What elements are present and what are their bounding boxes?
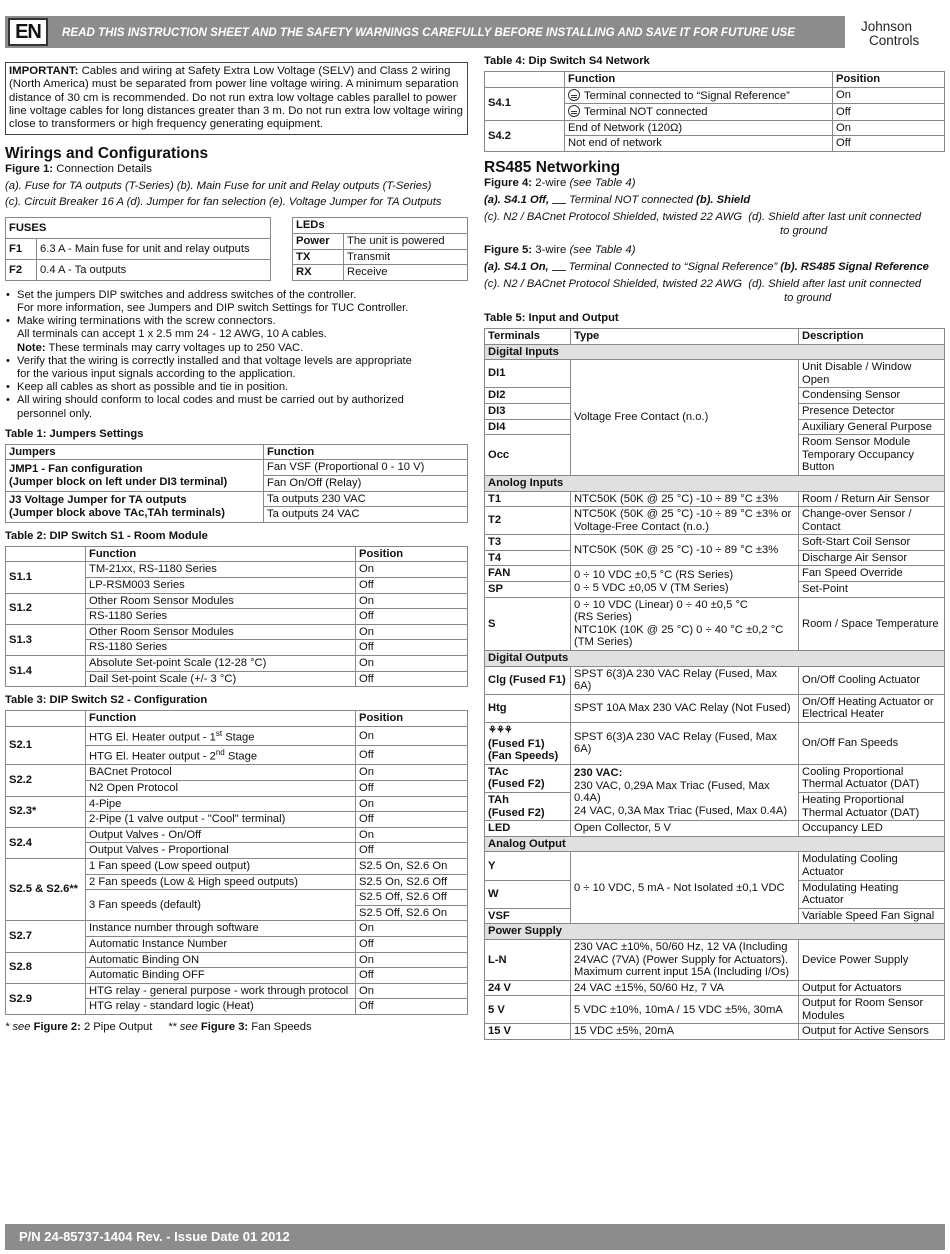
dip-s1-table: Function Position S1.1 TM-21xx, RS-1180 Series On LP-RSM003 Series Off S1.2 Other Room Sensor Modules On RS-1180 Series Off S1.3 Other Room Sensor Modules On RS-1180 Series Off S1.4 Absolute Set-point Scale (12-28 °C) On Dail Set-point Scale (+/- 3 °C) Off <box>5 546 468 687</box>
table-3-footnote: * see Figure 2: 2 Pipe Output ** see Figure 3: Fan Speeds <box>5 1020 312 1033</box>
company-logo: Johnson Controls <box>861 19 920 48</box>
ground-symbol-icon <box>552 194 566 204</box>
important-notice: IMPORTANT: Cables and wiring at Safety Extra Low Voltage (SELV) and Class 2 wiring (North America) must be separated from power line voltage wiring. A minimum separation distance of 30 cm is recommended. Do not run extra low voltage cables parallel to power line voltage cables for long distances greater than 3 m. Do not run extra low voltage wiring close to transformers or high frequency generating equipment. <box>5 62 468 135</box>
figure-1-title: Figure 1: Connection Details <box>5 163 152 176</box>
dip-s4-table: Function Position S4.1 Terminal connected to “Signal Reference” On Terminal NOT connected Off S4.2 End of Network (120Ω) On Not end of network Off <box>484 71 945 152</box>
figure-4-legend: (a). S4.1 Off, Terminal NOT connected (b). Shield (c). N2 / BACnet Protocol Shielded, twisted 22 AWG (d). Shield after last unit connected to ground <box>484 193 922 237</box>
figure-4-title: Figure 4: 2-wire (see Table 4) <box>484 176 636 189</box>
header-bar <box>5 16 845 48</box>
table-1-caption: Table 1: Jumpers Settings <box>5 427 144 440</box>
left-column <box>5 62 468 1034</box>
table-2-caption: Table 2: DIP Switch S1 - Room Module <box>5 529 208 542</box>
leds-table: LEDs Power The unit is powered TX Transmit RX Receive <box>292 217 468 280</box>
footer-part-number: P/N 24-85737-1404 Rev. - Issue Date 01 2012 <box>5 1224 945 1250</box>
language-badge: EN <box>8 18 48 46</box>
ground-icon <box>568 105 580 117</box>
right-column <box>484 55 945 1040</box>
figure-5-title: Figure 5: 3-wire (see Table 4) <box>484 243 636 256</box>
io-table: Terminals Type Description Digital Inputs DI1 Voltage Free Contact (n.o.) Unit Disable / Window Open DI2 Condensing Sensor DI3 Presence Detector DI4 Auxiliary General Purpose Occ Room Sensor Module Temporary Occupancy Button Anolog Inputs T1 NTC50K (50K @ 25 °C) -10 ÷ 89 °C ±3% Room / Return Air Sensor T2 NTC50K (50K @ 25 °C) -10 ÷ 89 °C ±3% or Voltage-Free Contact (n.o.) Change-over Sensor / Contact T3 NTC50K (50K @ 25 °C) -10 ÷ 89 °C ±3% Soft-Start Coil Sensor T4 Discharge Air Sensor FAN 0 ÷ 10 VDC ±0,5 °C (RS Series) 0 ÷ 5 VDC ±0,05 V (TM Series) Fan Speed Override SP Set-Point S 0 ÷ 10 VDC (Linear) 0 ÷ 40 ±0,5 °C (RS Series) NTC10K (10K @ 25 °C) 0 ÷ 40 °C ±0,2 °C (TM Series) Room / Space Temperature Digital Outputs Clg (Fused F1) SPST 6(3)A 230 VAC Relay (Fused, Max 6A) On/Off Cooling Actuator Htg SPST 10A Max 230 VAC Relay (Not Fused) On/Off Heating Actuator or Electrical Heater ⚘⚘⚘ (Fused F1) (Fan Speeds) SPST 6(3)A 230 VAC Relay (Fused, Max 6A) On/Off Fan Speeds TAc (Fused F2) 230 VAC: 230 VAC, 0,29A Max Triac (Fused, Max 0.4A) 24 VAC, 0,3A Max Triac (Fused, Max 0.4A) Cooling Proportional Thermal Actuator (DAT) TAh (Fused F2) Heating Proportional Thermal Actuator (DAT) LED Open Collector, 5 V Occupancy LED Analog Output Y 0 ÷ 10 VDC, 5 mA - Not Isolated ±0,1 VDC Modulating Cooling Actuator W Modulating Heating Actuator VSF Variable Speed Fan Signal Power Supply L-N 230 VAC ±10%, 50/60 Hz, 12 VA (Including 24VAC (7VA) (Power Supply for Actuators). Maximum current input 15A (Including I/Os) Device Power Supply 24 V 24 VAC ±15%, 50/60 Hz, 7 VA Output for Actuators 5 V 5 VDC ±10%, 10mA / 15 VDC ±5%, 30mA Output for Room Sensor Modules 15 V 15 VDC ±5%, 20mA Output for Active Sensors <box>484 328 945 1040</box>
table-3-caption: Table 3: DIP Switch S2 - Configuration <box>5 694 208 707</box>
wiring-instructions: • Set the jumpers DIP switches and address switches of the controller. For more information, see Jumpers and DIP switch Settings for TUC Controller. • Make wiring terminations with the screw connectors. All terminals can accept 1 x 2.5 mm 24 - 12 AWG, 10 A cables. Note: These terminals may carry voltages up to 250 VAC. • Verify that the wiring is correctly installed and that voltage levels are appropriate for the various input signals according to the application. • Keep all cables as short as possible and tie in position. • All wiring should conform to local codes and must be carried out by authorized personnel only. <box>5 289 468 421</box>
ground-icon <box>568 89 580 101</box>
dip-s2-table: Function Position S2.1 HTG El. Heater output - 1st Stage On HTG El. Heater output - 2nd Stage Off S2.2 BACnet Protocol On N2 Open Protocol Off S2.3* 4-Pipe On 2-Pipe (1 valve output - "Cool" terminal) Off S2.4 Output Valves - On/Off On Output Valves - Proportional Off S2.5 & S2.6** 1 Fan speed (Low speed output) S2.5 On, S2.6 On 2 Fan speeds (Low & High speed outputs) S2.5 On, S2.6 Off 3 Fan speeds (default) S2.5 Off, S2.6 Off S2.5 Off, S2.6 On S2.7 Instance number through software On Automatic Instance Number Off S2.8 Automatic Binding ON On Automatic Binding OFF Off S2.9 HTG relay - general purpose - work through protocol On HTG relay - standard logic (Heat) Off <box>5 710 468 1015</box>
figure-5-legend: (a). S4.1 On, Terminal Connected to “Signal Reference” (b). RS485 Signal Reference (c). N2 / BACnet Protocol Shielded, twisted 22 AWG (d). Shield after last unit connected to ground <box>484 260 929 304</box>
section-title-rs485: RS485 Networking <box>484 158 621 176</box>
section-title-wirings: Wirings and Configurations <box>5 145 209 163</box>
fuses-table: FUSES F1 6.3 A - Main fuse for unit and relay outputs F2 0.4 A - Ta outputs <box>5 217 271 280</box>
ground-symbol-icon <box>552 261 566 271</box>
table-4-caption: Table 4: Dip Switch S4 Network <box>484 55 650 67</box>
header-warning: READ THIS INSTRUCTION SHEET AND THE SAFETY WARNINGS CAREFULLY BEFORE INSTALLING AND SAVE IT FOR FUTURE USE <box>62 25 796 39</box>
fan-speeds-icon: ⚘⚘⚘ <box>488 725 512 736</box>
figure-1-legend: (a). Fuse for TA outputs (T-Series) (b). Main Fuse for unit and Relay outputs (T-Series) (c). Circuit Breaker 16 A (d). Jumper for fan selection (e). Voltage Jumper for TA Outputs <box>5 180 442 209</box>
jumpers-table: Jumpers Function JMP1 - Fan configuration (Jumper block on left under DI3 terminal) Fan VSF (Proportional 0 - 10 V) Fan On/Off (Relay) J3 Voltage Jumper for TA outputs (Jumper block above TAc,TAh terminals) Ta outputs 230 VAC Ta outputs 24 VAC <box>5 444 468 523</box>
table-5-caption: Table 5: Input and Output <box>484 311 619 324</box>
